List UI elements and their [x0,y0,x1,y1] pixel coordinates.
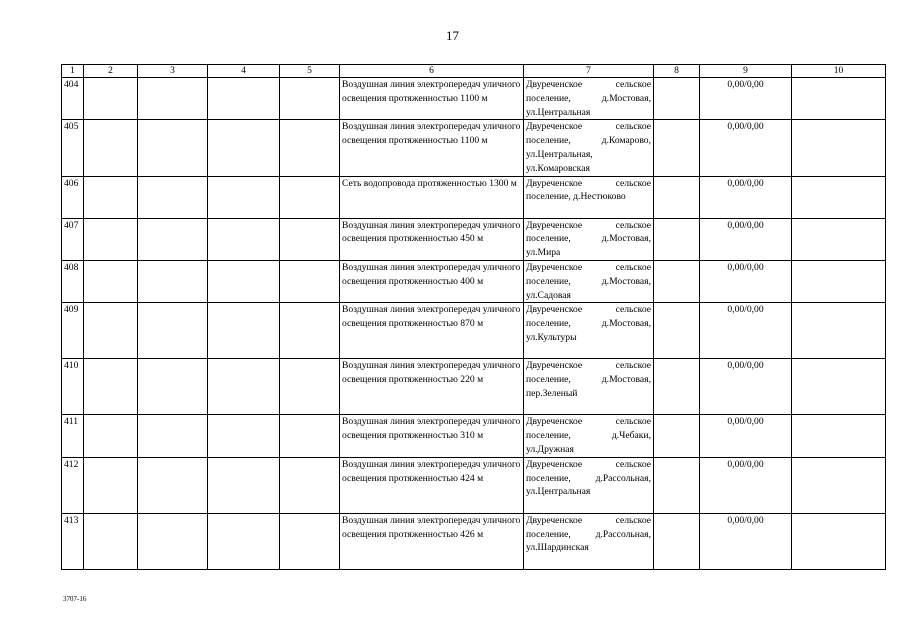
row-number: 410 [62,359,84,415]
cell-value: 0,00/0,00 [700,457,792,513]
property-registry-table [61,64,886,570]
object-address: Двуреченское сельское поселение, д.Мостовая, ул.Садовая [524,260,654,302]
cell-value: 0,00/0,00 [700,78,792,120]
column-header: 5 [280,65,340,78]
table-row [62,457,886,513]
table-row [62,303,886,359]
cell-col2 [84,359,138,415]
cell-col5 [280,415,340,457]
table-row [62,415,886,457]
cell-col5 [280,120,340,176]
column-header: 7 [524,65,654,78]
cell-col4 [208,260,280,302]
object-address: Двуреченское сельское поселение, д.Мостовая, ул.Мира [524,218,654,260]
cell-col10 [792,176,886,218]
object-name: Воздушная линия электропередач уличного освещения протяженностью 424 м [340,457,524,513]
object-name: Сеть водопровода протяженностью 1300 м [340,176,524,218]
cell-col5 [280,218,340,260]
page-number: 17 [446,28,459,43]
cell-value: 0,00/0,00 [700,120,792,176]
cell-col2 [84,513,138,569]
cell-col4 [208,359,280,415]
cell-col2 [84,120,138,176]
row-number: 412 [62,457,84,513]
cell-col5 [280,260,340,302]
object-name: Воздушная линия электропередач уличного освещения протяженностью 400 м [340,260,524,302]
object-name: Воздушная линия электропередач уличного освещения протяженностью 1100 м [340,120,524,176]
column-header: 1 [62,65,84,78]
cell-col8 [654,260,700,302]
cell-col10 [792,359,886,415]
row-number: 409 [62,303,84,359]
cell-col3 [138,260,208,302]
cell-col3 [138,359,208,415]
cell-col8 [654,457,700,513]
cell-col2 [84,303,138,359]
object-address: Двуреченское сельское поселение, д.Рассольная, ул.Шардинская [524,513,654,569]
object-name: Воздушная линия электропередач уличного освещения протяженностью 426 м [340,513,524,569]
cell-col10 [792,120,886,176]
object-address: Двуреченское сельское поселение, д.Мостовая, пер.Зеленый [524,359,654,415]
table-row [62,513,886,569]
object-name: Воздушная линия электропередач уличного освещения протяженностью 310 м [340,415,524,457]
row-number: 404 [62,78,84,120]
object-name: Воздушная линия электропередач уличного освещения протяженностью 450 м [340,218,524,260]
cell-col5 [280,176,340,218]
table-row [62,260,886,302]
column-header: 4 [208,65,280,78]
cell-value: 0,00/0,00 [700,218,792,260]
cell-col3 [138,218,208,260]
cell-value: 0,00/0,00 [700,415,792,457]
cell-col2 [84,78,138,120]
cell-value: 0,00/0,00 [700,176,792,218]
cell-col3 [138,176,208,218]
object-address: Двуреченское сельское поселение, д.Чебаки, ул.Дружная [524,415,654,457]
column-header: 10 [792,65,886,78]
cell-col2 [84,176,138,218]
cell-col3 [138,303,208,359]
object-name: Воздушная линия электропередач уличного освещения протяженностью 1100 м [340,78,524,120]
object-address: Двуреченское сельское поселение, д.Нестюково [524,176,654,218]
column-header: 9 [700,65,792,78]
cell-col2 [84,457,138,513]
cell-value: 0,00/0,00 [700,513,792,569]
header-row [62,65,886,78]
cell-col8 [654,218,700,260]
table-row [62,218,886,260]
cell-value: 0,00/0,00 [700,359,792,415]
row-number: 405 [62,120,84,176]
table-row [62,78,886,120]
column-header: 8 [654,65,700,78]
cell-col5 [280,513,340,569]
cell-col4 [208,176,280,218]
row-number: 407 [62,218,84,260]
table-row [62,176,886,218]
column-header: 2 [84,65,138,78]
cell-col2 [84,415,138,457]
cell-col5 [280,457,340,513]
document-code: 3707-16 [63,595,87,603]
cell-col3 [138,120,208,176]
cell-col8 [654,359,700,415]
row-number: 413 [62,513,84,569]
object-address: Двуреченское сельское поселение, д.Рассольная, ул.Центральная [524,457,654,513]
cell-col4 [208,218,280,260]
cell-col8 [654,303,700,359]
cell-col4 [208,303,280,359]
table-row [62,359,886,415]
cell-col10 [792,457,886,513]
cell-col4 [208,457,280,513]
cell-col5 [280,359,340,415]
cell-value: 0,00/0,00 [700,303,792,359]
cell-col10 [792,513,886,569]
row-number: 411 [62,415,84,457]
cell-col8 [654,176,700,218]
cell-col8 [654,78,700,120]
row-number: 408 [62,260,84,302]
cell-col4 [208,78,280,120]
cell-col4 [208,415,280,457]
cell-col4 [208,513,280,569]
cell-col2 [84,260,138,302]
cell-col8 [654,513,700,569]
cell-col2 [84,218,138,260]
table-row [62,120,886,176]
cell-col10 [792,303,886,359]
cell-col8 [654,415,700,457]
object-address: Двуреченское сельское поселение, д.Комарово, ул.Центральная, ул.Комаровская [524,120,654,176]
cell-value: 0,00/0,00 [700,260,792,302]
column-header: 3 [138,65,208,78]
row-number: 406 [62,176,84,218]
cell-col10 [792,260,886,302]
cell-col10 [792,218,886,260]
cell-col5 [280,78,340,120]
cell-col3 [138,415,208,457]
object-address: Двуреченское сельское поселение, д.Мостовая, ул.Центральная [524,78,654,120]
cell-col5 [280,303,340,359]
cell-col10 [792,78,886,120]
cell-col3 [138,78,208,120]
object-name: Воздушная линия электропередач уличного освещения протяженностью 870 м [340,303,524,359]
object-address: Двуреченское сельское поселение, д.Мостовая, ул.Культуры [524,303,654,359]
cell-col4 [208,120,280,176]
cell-col8 [654,120,700,176]
cell-col3 [138,457,208,513]
cell-col10 [792,415,886,457]
cell-col3 [138,513,208,569]
object-name: Воздушная линия электропередач уличного освещения протяженностью 220 м [340,359,524,415]
column-header: 6 [340,65,524,78]
